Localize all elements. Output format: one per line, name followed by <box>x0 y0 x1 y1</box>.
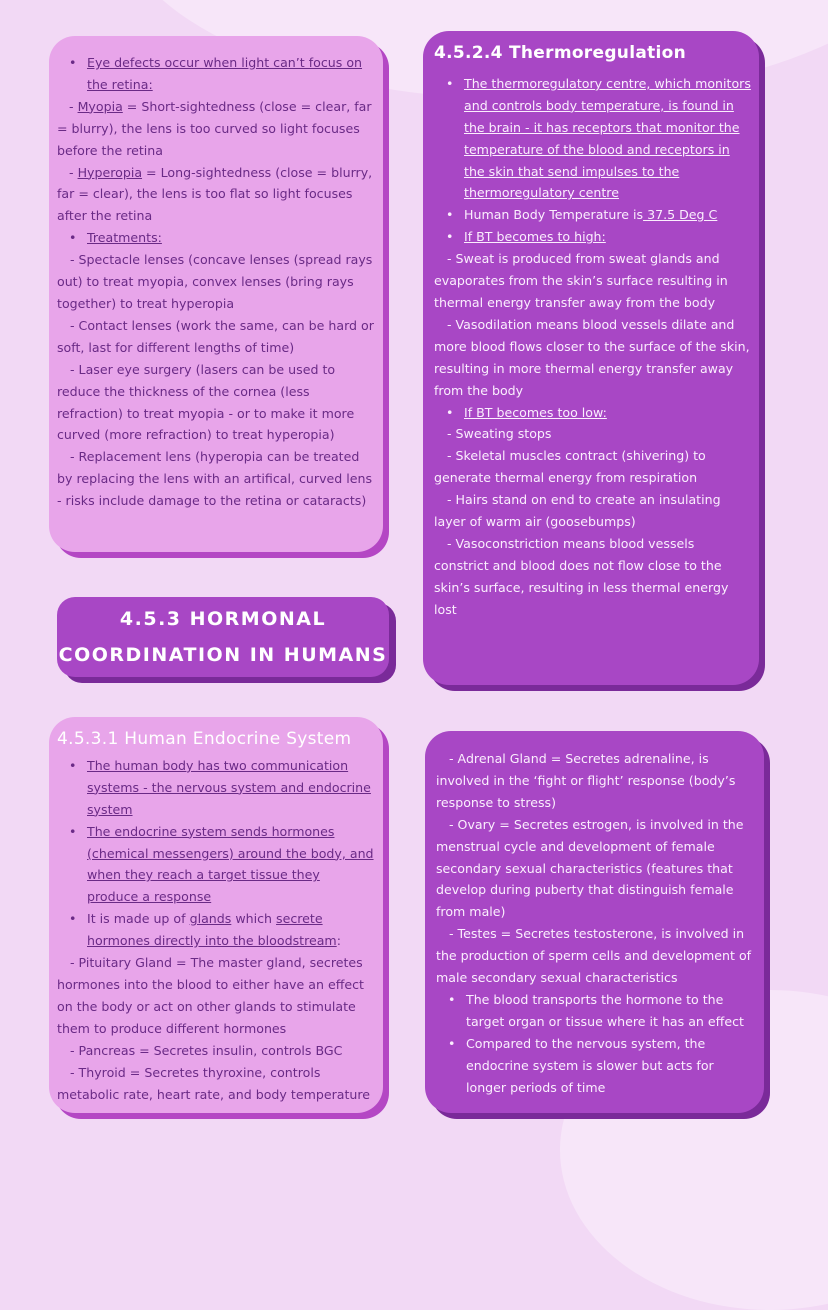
endocrine-system-card <box>49 717 383 1113</box>
adrenal-gland: - Adrenal Gland = Secretes adrenaline, is involved in the ‘fight or flight’ response (body’s response to stress) <box>436 751 736 810</box>
thyroid: - Thyroid = Secretes thyroxine, controls metabolic rate, heart rate, and body temperature <box>57 1064 371 1102</box>
hyperopia-term: Hyperopia <box>77 164 143 180</box>
endocrine-system-title: 4.5.3.1 Human Endocrine System <box>57 729 352 749</box>
low-sweating-stops: - Sweating stops <box>447 426 552 442</box>
treatment-spectacles: - Spectacle lenses (concave lenses (spread rays out) to treat myopia, convex lenses (bring rays together) to treat hyperopia <box>57 252 373 311</box>
low-shivering: - Skeletal muscles contract (shivering) to generate thermal energy from respiration <box>434 448 706 486</box>
glands-pre: It is made up of <box>87 911 190 927</box>
section-banner-line1: 4.5.3 HORMONAL <box>119 608 327 630</box>
high-sweat: - Sweat is produced from sweat glands and evaporates from the skin’s surface resulting in thermal energy transfer away from the body <box>434 251 728 310</box>
testes: - Testes = Secretes testosterone, is involved in the production of sperm cells and development of male secondary sexual characteristics <box>436 926 752 986</box>
bt-too-low-heading: • If BT becomes too low: <box>434 402 751 424</box>
glands-card <box>425 731 764 1113</box>
myopia-text: = Short-sightedness (close = clear, far = blurry), the lens is too curved so light focuses before the retina <box>57 98 372 158</box>
two-communication-systems: • The human body has two communication systems - the nervous system and endocrine system <box>57 755 375 821</box>
low-vasoconstriction: - Vasoconstriction means blood vessels constrict and blood does not flow close to the skin’s surface, resulting in less thermal energy lost <box>434 535 729 617</box>
high-vasodilation: - Vasodilation means blood vessels dilate and more blood flows closer to the surface of the skin, resulting in more thermal energy transfer away from the body <box>434 316 750 398</box>
pituitary-gland: - Pituitary Gland = The master gland, secretes hormones into the blood to either have an effect on the body or act on other glands to stimulate them to produce different hormones <box>57 955 364 1036</box>
treatment-contacts: - Contact lenses (work the same, can be hard or soft, last for different lengths of time) <box>57 317 374 355</box>
thermoregulation-card <box>423 31 759 685</box>
treatments-heading: • Treatments: <box>57 227 375 249</box>
treatment-laser: - Laser eye surgery (lasers can be used to reduce the thickness of the cornea (less refraction) to treat myopia - or to make it more curved (more refraction) to treat hyperopia) <box>57 361 355 443</box>
blood-transports-hormone: • The blood transports the hormone to the target organ or tissue where it has an effect <box>436 989 756 1033</box>
low-goosebumps: - Hairs stand on end to create an insulating layer of warm air (goosebumps) <box>434 492 721 530</box>
section-banner-line2: COORDINATION IN HUMANS <box>58 644 388 666</box>
body-temperature-label: Human Body Temperature is <box>464 207 644 223</box>
eye-defects-heading: • Eye defects occur when light can’t focus on the retina: <box>57 52 375 96</box>
secrete-term: secrete hormones directly into the bloodstream <box>87 911 337 949</box>
myopia-term: Myopia <box>77 98 123 114</box>
endocrine-sends-hormones: • The endocrine system sends hormones (chemical messengers) around the body, and when they reach a target tissue they produce a response <box>57 821 375 909</box>
glands-mid: which <box>231 911 277 927</box>
pancreas: - Pancreas = Secretes insulin, controls BGC <box>70 1042 343 1058</box>
made-of-glands <box>57 908 375 952</box>
ovary: - Ovary = Secretes estrogen, is involved in the menstrual cycle and development of female secondary sexual characteristics (features that develop during puberty that distinguish female from male) <box>436 816 744 920</box>
glands-term: glands <box>189 911 232 927</box>
thermoregulatory-centre: • The thermoregulatory centre, which monitors and controls body temperature, is found in the brain - it has receptors that monitor the temperature of the blood and receptors in the skin that send impulses to the thermoregulatory centre <box>434 73 751 204</box>
thermoregulation-title: 4.5.2.4 Thermoregulation <box>434 43 687 63</box>
body-temperature <box>434 204 751 226</box>
treatment-replacement-lens: - Replacement lens (hyperopia can be treated by replacing the lens with an artifical, curved lens - risks include damage to the retina or cataracts) <box>57 449 373 509</box>
compared-to-nervous-system: • Compared to the nervous system, the endocrine system is slower but acts for longer periods of time <box>436 1033 756 1099</box>
section-banner <box>57 597 389 677</box>
body-temperature-value: 37.5 Deg C <box>643 207 718 223</box>
hyperopia-item: - Hyperopia = Long-sightedness (close = blurry, far = clear), the lens is too flat so light focuses after the retina <box>57 164 373 224</box>
myopia-item: - Myopia = Short-sightedness (close = clear, far = blurry), the lens is too curved so light focuses before the retina <box>57 98 372 158</box>
eye-defects-card <box>49 36 383 552</box>
hyperopia-text: = Long-sightedness (close = blurry, far = clear), the lens is too flat so light focuses after the retina <box>57 164 373 224</box>
glands-end: : <box>336 933 341 949</box>
bt-too-high-heading: • If BT becomes to high: <box>434 226 751 248</box>
